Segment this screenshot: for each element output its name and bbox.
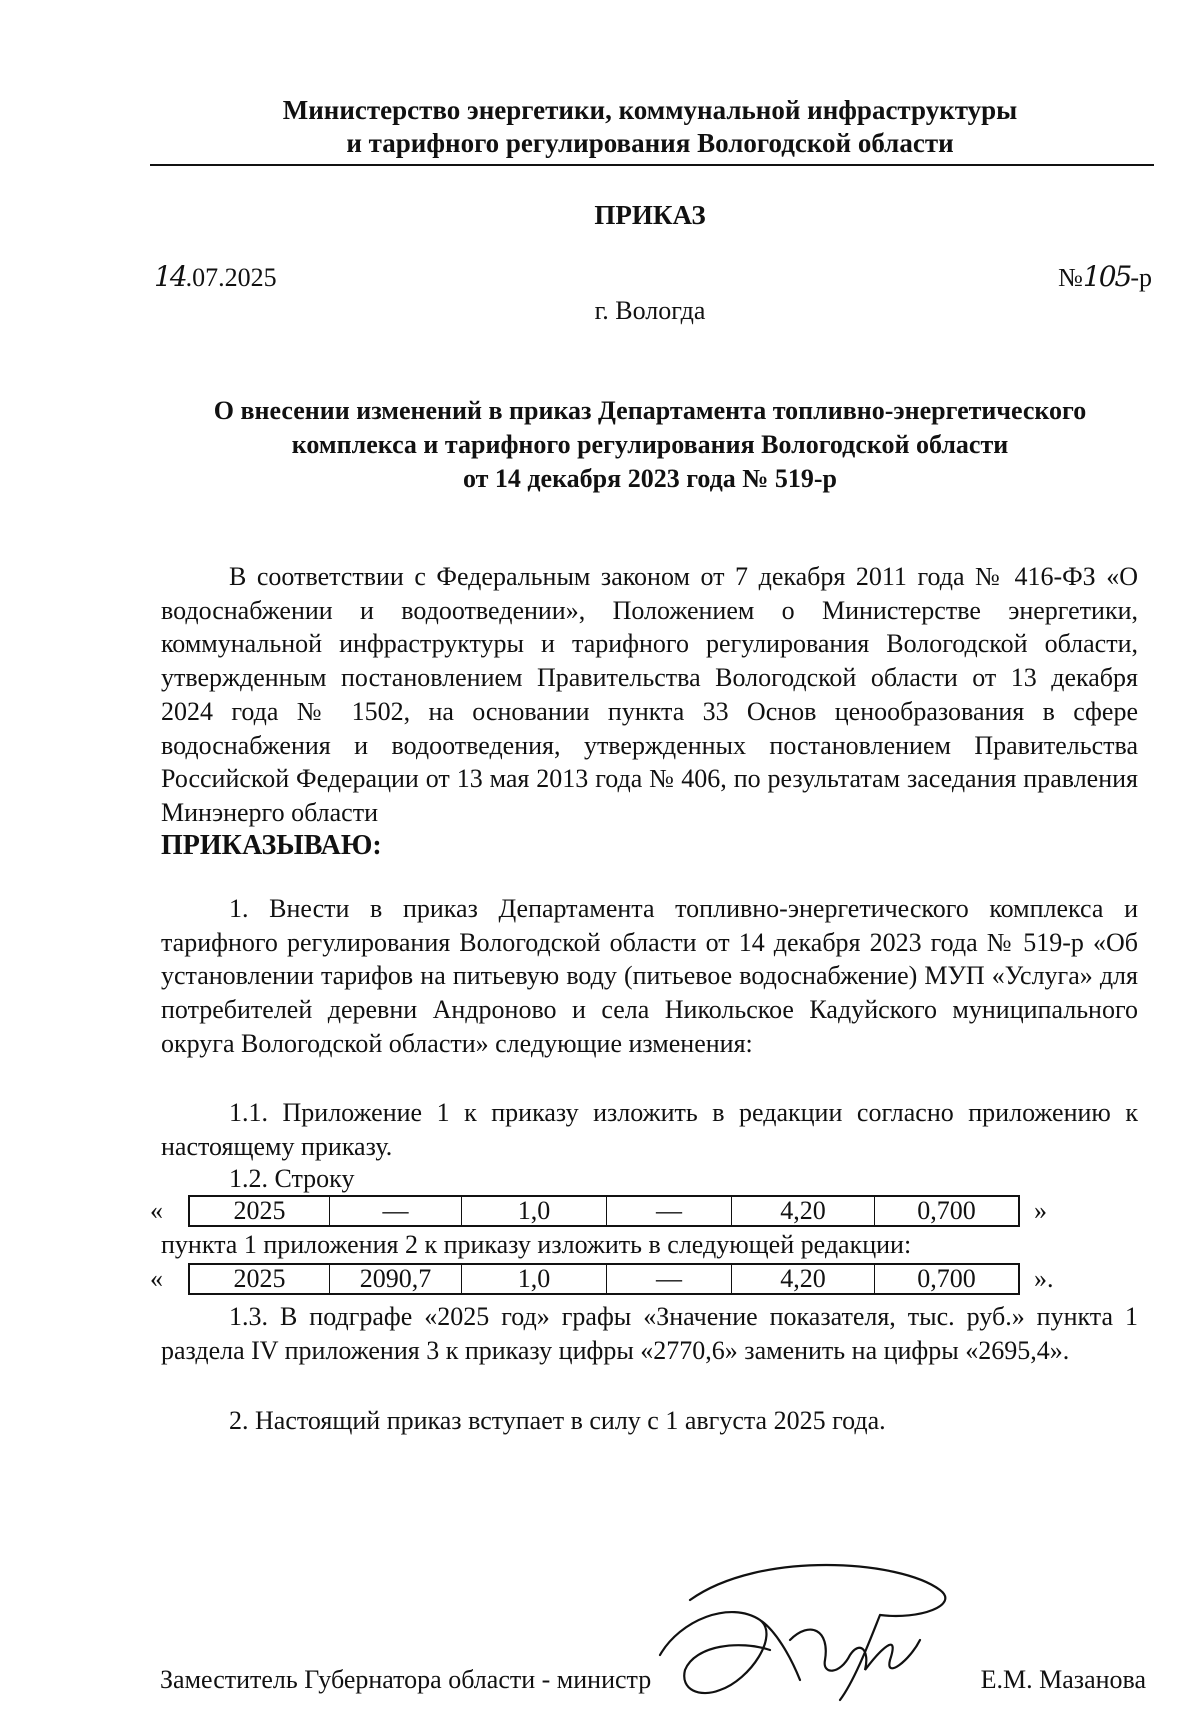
number-suffix: -р (1130, 263, 1152, 292)
item-1-2-after: пункта 1 приложения 2 к приказу изложить в следующей редакции: (161, 1230, 912, 1259)
item-1-3: 1.3. В подграфе «2025 год» графы «Значение показателя, тыс. руб.» пункта 1 раздела IV приложения 3 к приказу цифры «2770,6» заменить на цифры «2695,4». (161, 1302, 1138, 1365)
table-cell: 4,20 (732, 1265, 875, 1293)
quote-close: » (1034, 1196, 1047, 1225)
ministry-line-2: и тарифного регулирования Вологодской области (346, 128, 954, 158)
handwritten-date-day: 14 (154, 260, 186, 293)
item-2: 2. Настоящий приказ вступает в силу с 1 августа 2025 года. (229, 1406, 886, 1435)
handwritten-signature (640, 1560, 970, 1715)
table-row-old (150, 1194, 1150, 1228)
table-cell: 2025 (190, 1197, 330, 1225)
quote-open: « (150, 1264, 163, 1293)
table-cell: 2090,7 (330, 1265, 462, 1293)
order-keyword: ПРИКАЗЫВАЮ: (161, 830, 382, 861)
table-cells (188, 1195, 1020, 1227)
document-date (154, 260, 277, 293)
handwritten-number: 105 (1082, 260, 1131, 293)
quote-open: « (150, 1196, 163, 1225)
table-cell: — (607, 1265, 732, 1293)
signatory-title: Заместитель Губернатора области - министр (160, 1665, 652, 1694)
item-1-1: 1.1. Приложение 1 к приказу изложить в редакции согласно приложению к настоящему приказу. (161, 1098, 1138, 1161)
table-cell: 1,0 (462, 1265, 607, 1293)
document-type: ПРИКАЗ (594, 200, 706, 230)
table-cell: 4,20 (732, 1197, 875, 1225)
number-prefix: № (1058, 263, 1083, 292)
document-subject (150, 394, 1150, 496)
document-number (1058, 260, 1152, 293)
quote-close: ». (1034, 1264, 1054, 1293)
signature-icon (640, 1560, 970, 1710)
header-divider (150, 164, 1154, 166)
item-1: 1. Внести в приказ Департамента топливно-энергетического комплекса и тарифного регулирования Вологодской области от 14 декабря 2023 года № 519-р «Об установлении тарифов на питьевую воду (питьевое водоснабжение) МУП «Услуга» для потребителей деревни Андроново и села Никольское Кадуйского муниципального округа Вологодской области» следующие изменения: (161, 894, 1138, 1058)
preamble (161, 560, 1138, 830)
subject-line-2: комплекса и тарифного регулирования Вологодской области (291, 430, 1009, 459)
table-cell: 2025 (190, 1265, 330, 1293)
signatory-name: Е.М. Мазанова (980, 1665, 1146, 1694)
subject-line-3: от 14 декабря 2023 года № 519-р (462, 464, 838, 493)
table-cell: — (607, 1197, 732, 1225)
item-1-2: 1.2. Строку (229, 1164, 355, 1193)
subject-line-1: О внесении изменений в приказ Департамента топливно-энергетического (213, 396, 1087, 425)
city: г. Вологда (594, 296, 706, 325)
table-cell: — (330, 1197, 462, 1225)
ministry-name (150, 94, 1150, 160)
table-row-new (150, 1262, 1150, 1296)
table-cell: 0,700 (917, 1264, 976, 1293)
preamble-text: В соответствии с Федеральным законом от 7 декабря 2011 года № 416-ФЗ «О водоснабжении и водоотведении», Положением о Министерстве энергетики, коммунальной инфраструктуры и тарифного регулирования Вологодской области, утвержденным постановлением Правительства Вологодской области от 13 декабря 2024 года № 1502, на основании пункта 33 Основ ценообразования в сфере водоснабжения и водоотведения, утвержденных постановлением Правительства Российской Федерации от 13 мая 2013 года № 406, по результатам заседания правления Минэнерго области (161, 562, 1138, 827)
table-cell: 1,0 (462, 1197, 607, 1225)
ministry-line-1: Министерство энергетики, коммунальной инфраструктуры (282, 95, 1018, 125)
table-cells (188, 1263, 1020, 1295)
date-rest: .07.2025 (185, 263, 277, 292)
table-cell: 0,700 (917, 1196, 976, 1225)
